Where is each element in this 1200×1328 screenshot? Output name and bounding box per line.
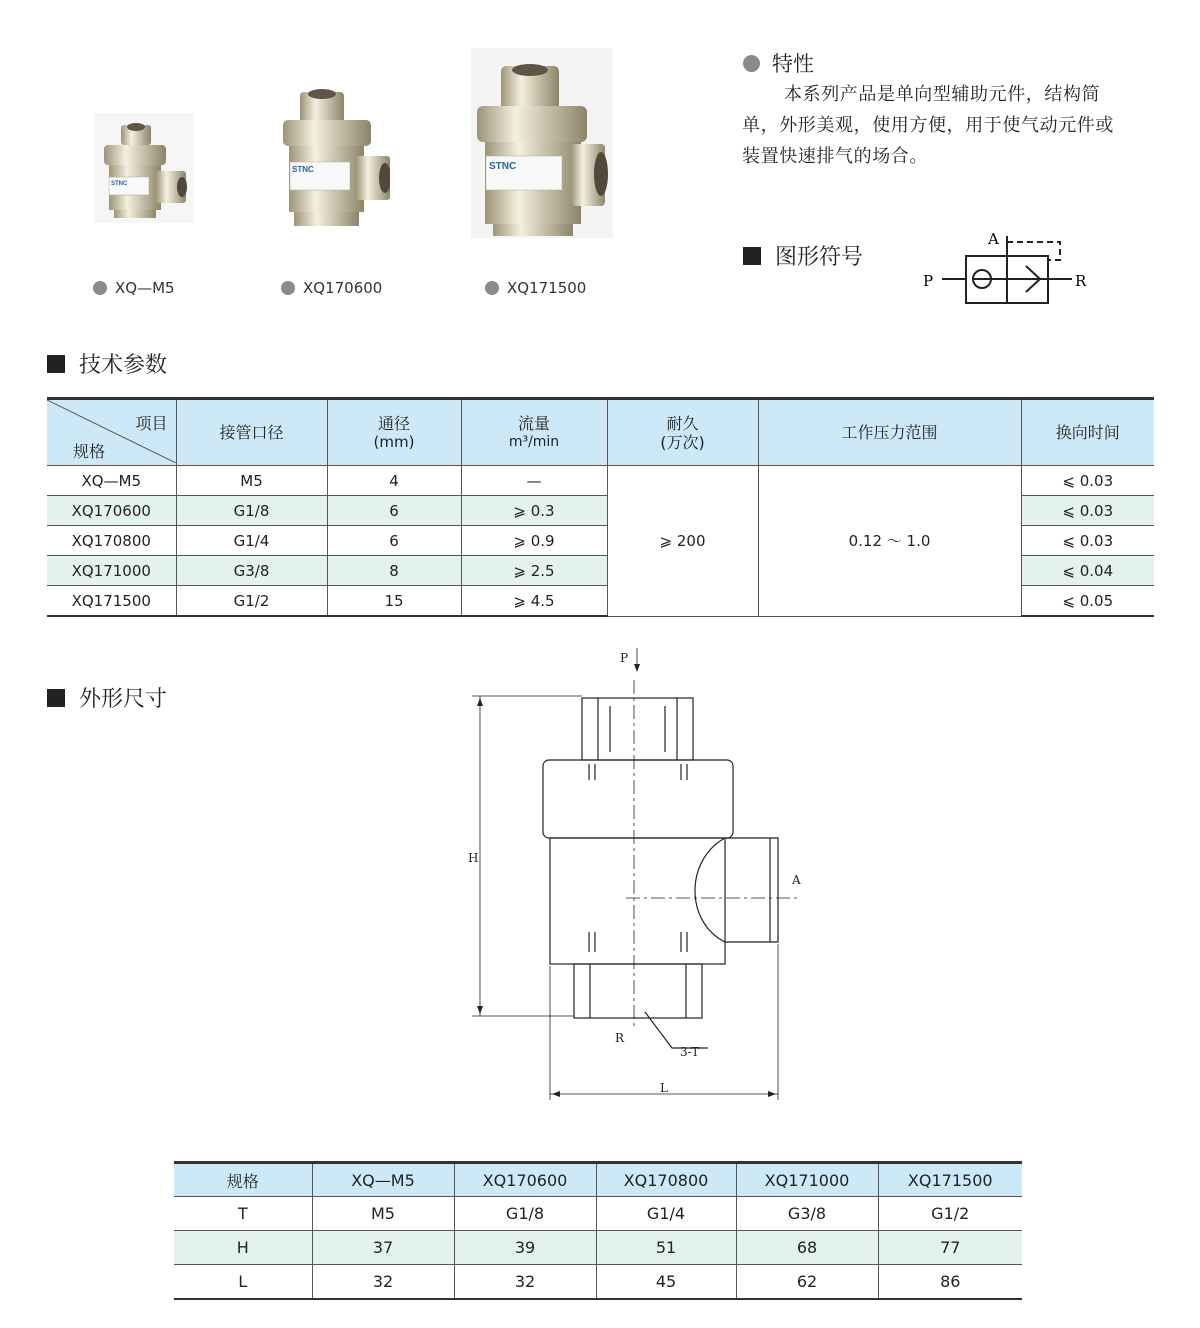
table-cell: M5 bbox=[312, 1197, 454, 1231]
cell-bore: 8 bbox=[327, 556, 461, 586]
table-cell: 62 bbox=[736, 1265, 878, 1300]
header-cell: XQ170600 bbox=[454, 1163, 596, 1197]
cell-port: G1/8 bbox=[176, 496, 327, 526]
cell-model: XQ—M5 bbox=[47, 466, 176, 496]
section-square-icon bbox=[47, 689, 65, 707]
drawing-label-l: L bbox=[660, 1081, 668, 1095]
features-title: 特性 bbox=[772, 52, 814, 76]
cell-model: XQ171000 bbox=[47, 556, 176, 586]
tech-heading bbox=[47, 348, 167, 379]
drawing-label-p: P bbox=[620, 651, 629, 665]
product-photo-xq171500 bbox=[471, 48, 613, 238]
product-caption bbox=[281, 279, 382, 297]
dimensions-heading bbox=[47, 682, 167, 713]
drawing-label-t: 3-T bbox=[680, 1045, 700, 1059]
bullet-dot-icon bbox=[743, 55, 760, 72]
section-square-icon bbox=[47, 355, 65, 373]
cell-model: XQ171500 bbox=[47, 586, 176, 617]
cell-flow: ⩾ 0.3 bbox=[461, 496, 607, 526]
table-row bbox=[47, 466, 1154, 496]
table-cell: 51 bbox=[596, 1231, 736, 1265]
header-bore-title: 通径 bbox=[377, 413, 410, 433]
dimension-drawing bbox=[440, 640, 820, 1110]
tech-params-table bbox=[47, 397, 1154, 617]
cell-switch-time: ⩽ 0.05 bbox=[1021, 586, 1154, 617]
cell-flow: ⩾ 2.5 bbox=[461, 556, 607, 586]
product-name: XQ170600 bbox=[303, 279, 383, 297]
cell-model: XQ170600 bbox=[47, 496, 176, 526]
table-cell: L bbox=[174, 1265, 312, 1300]
drawing-label-h: H bbox=[468, 851, 479, 865]
bullet-dot-icon bbox=[281, 281, 295, 295]
symbol-label-p: P bbox=[923, 272, 934, 290]
header-flow-title: 流量 bbox=[517, 413, 550, 433]
product-brand-label: STNC bbox=[292, 165, 314, 174]
features-heading bbox=[743, 48, 814, 78]
bullet-dot-icon bbox=[93, 281, 107, 295]
table-cell: 32 bbox=[312, 1265, 454, 1300]
features-text: 本系列产品是单向型辅助元件，结构简单，外形美观，使用方便，用于使气动元件或装置快速排气的场合。 bbox=[742, 84, 1114, 167]
table-header-row bbox=[174, 1163, 1022, 1197]
table-header-row bbox=[47, 399, 1154, 466]
header-cell: XQ171500 bbox=[878, 1163, 1022, 1197]
symbol-title: 图形符号 bbox=[775, 245, 864, 270]
cell-pressure: 0.12 ～ 1.0 bbox=[758, 466, 1021, 617]
bullet-dot-icon bbox=[485, 281, 499, 295]
table-cell: 45 bbox=[596, 1265, 736, 1300]
cell-switch-time: ⩽ 0.03 bbox=[1021, 526, 1154, 556]
section-square-icon bbox=[743, 247, 761, 265]
header-cell: 规格 bbox=[174, 1163, 312, 1197]
header-bore-unit: (mm) bbox=[373, 432, 415, 451]
cell-life: ⩾ 200 bbox=[607, 466, 758, 617]
cell-bore: 4 bbox=[327, 466, 461, 496]
table-cell: 32 bbox=[454, 1265, 596, 1300]
cell-switch-time: ⩽ 0.03 bbox=[1021, 496, 1154, 526]
product-caption bbox=[485, 279, 586, 297]
table-row bbox=[174, 1265, 1022, 1300]
table-cell: G1/4 bbox=[596, 1197, 736, 1231]
cell-bore: 6 bbox=[327, 526, 461, 556]
header-switch-time: 换向时间 bbox=[1021, 399, 1154, 466]
cell-flow: ⩾ 0.9 bbox=[461, 526, 607, 556]
dimensions-title: 外形尺寸 bbox=[79, 687, 168, 712]
product-brand-label: STNC bbox=[489, 161, 517, 172]
symbol-label-r: R bbox=[1075, 272, 1087, 290]
table-cell: G3/8 bbox=[736, 1197, 878, 1231]
table-row bbox=[174, 1231, 1022, 1265]
table-cell: H bbox=[174, 1231, 312, 1265]
header-life-title: 耐久 bbox=[666, 413, 699, 433]
header-cell: XQ170800 bbox=[596, 1163, 736, 1197]
cell-port: M5 bbox=[176, 466, 327, 496]
table-cell: 39 bbox=[454, 1231, 596, 1265]
cell-port: G1/4 bbox=[176, 526, 327, 556]
cell-switch-time: ⩽ 0.04 bbox=[1021, 556, 1154, 586]
header-port: 接管口径 bbox=[176, 399, 327, 466]
cell-port: G1/2 bbox=[176, 586, 327, 617]
product-name: XQ—M5 bbox=[115, 279, 175, 297]
drawing-label-a: A bbox=[792, 873, 801, 887]
product-brand-label: STNC bbox=[111, 181, 128, 187]
header-life-unit: (万次) bbox=[660, 432, 705, 452]
header-flow-unit: m³/min bbox=[508, 433, 560, 450]
header-life bbox=[607, 399, 758, 466]
cell-bore: 6 bbox=[327, 496, 461, 526]
pneumatic-symbol-diagram bbox=[918, 226, 1090, 310]
header-item: 项目 bbox=[135, 414, 168, 433]
cell-switch-time: ⩽ 0.03 bbox=[1021, 466, 1154, 496]
header-spec: 规格 bbox=[73, 442, 106, 461]
dimensions-table bbox=[174, 1161, 1022, 1300]
table-cell: 68 bbox=[736, 1231, 878, 1265]
table-cell: 77 bbox=[878, 1231, 1022, 1265]
header-pressure: 工作压力范围 bbox=[758, 399, 1021, 466]
product-photo-xq-m5 bbox=[84, 113, 194, 223]
cell-flow: ⩾ 4.5 bbox=[461, 586, 607, 617]
cell-bore: 15 bbox=[327, 586, 461, 617]
product-name: XQ171500 bbox=[507, 279, 587, 297]
table-row bbox=[174, 1197, 1022, 1231]
tech-title: 技术参数 bbox=[79, 353, 168, 378]
table-cell: G1/2 bbox=[878, 1197, 1022, 1231]
header-flow bbox=[461, 399, 607, 466]
cell-model: XQ170800 bbox=[47, 526, 176, 556]
header-cell: XQ—M5 bbox=[312, 1163, 454, 1197]
drawing-label-r: R bbox=[615, 1031, 625, 1045]
cell-flow: — bbox=[461, 466, 607, 496]
header-bore bbox=[327, 399, 461, 466]
header-cell: XQ171000 bbox=[736, 1163, 878, 1197]
cell-port: G3/8 bbox=[176, 556, 327, 586]
product-photo-xq170600 bbox=[280, 84, 390, 232]
product-caption bbox=[93, 279, 175, 297]
diagonal-header-cell bbox=[47, 399, 176, 466]
table-cell: T bbox=[174, 1197, 312, 1231]
table-cell: G1/8 bbox=[454, 1197, 596, 1231]
symbol-label-a: A bbox=[988, 230, 999, 248]
symbol-heading bbox=[743, 240, 863, 271]
table-cell: 37 bbox=[312, 1231, 454, 1265]
table-cell: 86 bbox=[878, 1265, 1022, 1300]
